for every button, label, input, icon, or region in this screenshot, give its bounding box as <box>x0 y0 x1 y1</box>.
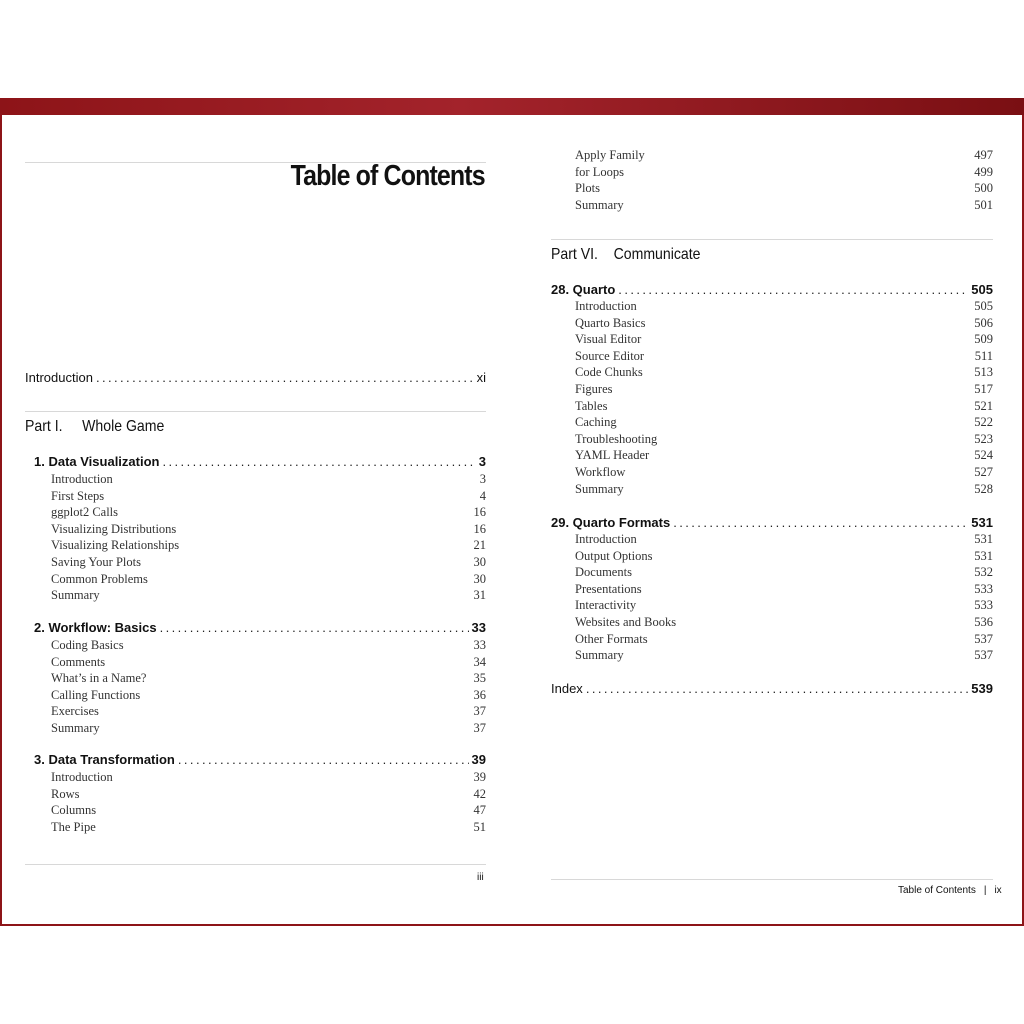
toc-section-label: Introduction <box>51 770 113 784</box>
toc-section-page: 16 <box>473 505 486 520</box>
toc-section-label: Columns <box>51 803 97 818</box>
part-name: Communicate <box>613 246 701 263</box>
toc-section-entry[interactable] <box>575 565 993 581</box>
part-heading <box>25 418 164 436</box>
toc-section-label: Quarto Basics <box>575 315 646 330</box>
toc-section-label: Figures <box>575 382 613 396</box>
toc-entry-page: 531 <box>971 515 993 530</box>
toc-entry-label: Introduction <box>25 370 93 385</box>
toc-section-label: Troubleshooting <box>575 431 658 446</box>
toc-entry-page: 39 <box>471 752 486 767</box>
toc-section-page: 35 <box>473 671 486 686</box>
running-footer <box>898 885 1002 896</box>
dot-leader <box>162 454 475 469</box>
toc-section-entry[interactable] <box>51 489 486 505</box>
toc-section-entry[interactable] <box>575 648 993 664</box>
toc-section-entry[interactable] <box>575 299 993 315</box>
toc-section-label: Introduction <box>575 532 637 546</box>
toc-section-label: Other Formats <box>575 631 648 646</box>
toc-entry-index[interactable] <box>551 681 993 697</box>
toc-entry-page: 539 <box>971 681 993 696</box>
toc-section-entry[interactable] <box>575 332 993 348</box>
toc-section-label: Summary <box>51 588 100 603</box>
toc-section-page: 42 <box>473 786 486 801</box>
toc-section-entry[interactable] <box>51 522 486 538</box>
toc-section-page: 531 <box>974 548 993 563</box>
toc-section-page: 528 <box>974 481 993 496</box>
toc-section-entry[interactable] <box>575 598 993 614</box>
toc-section-page: 537 <box>974 631 993 646</box>
toc-section-page: 30 <box>473 555 486 569</box>
toc-entry-label: 29. Quarto Formats <box>551 515 671 530</box>
toc-section-entry[interactable] <box>51 671 486 687</box>
toc-section-page: 499 <box>974 164 993 179</box>
toc-section-page: 31 <box>473 588 486 603</box>
toc-section-page: 501 <box>974 197 993 212</box>
toc-section-label: Summary <box>51 721 100 735</box>
toc-section-label: Workflow <box>575 465 626 479</box>
toc-chapter-entry[interactable] <box>34 620 486 636</box>
toc-section-entry[interactable] <box>575 615 993 631</box>
toc-section-entry[interactable] <box>51 704 486 720</box>
toc-section-page: 513 <box>974 365 993 380</box>
toc-section-label: The Pipe <box>51 819 96 834</box>
toc-section-entry[interactable] <box>575 181 993 197</box>
toc-section-page: 37 <box>473 721 486 735</box>
toc-section-entry[interactable] <box>51 721 486 737</box>
toc-section-entry[interactable] <box>575 165 993 181</box>
toc-section-page: 21 <box>473 538 486 553</box>
toc-section-label: Summary <box>575 648 624 663</box>
toc-section-label: Exercises <box>51 704 99 719</box>
toc-section-entry[interactable] <box>51 505 486 521</box>
toc-entry-page: xi <box>476 370 486 385</box>
toc-section-entry[interactable] <box>575 198 993 214</box>
toc-section-label: YAML Header <box>575 448 650 463</box>
toc-section-entry[interactable] <box>51 770 486 786</box>
toc-section-page: 532 <box>974 565 993 580</box>
toc-section-label: Websites and Books <box>575 615 677 629</box>
toc-section-entry[interactable] <box>575 316 993 332</box>
toc-section-label: Introduction <box>51 472 113 486</box>
divider <box>551 239 993 240</box>
toc-section-entry[interactable] <box>51 555 486 571</box>
toc-section-entry[interactable] <box>51 572 486 588</box>
running-head: Table of Contents <box>898 885 976 896</box>
toc-section-label: Introduction <box>575 299 637 313</box>
toc-section-entry[interactable] <box>51 472 486 488</box>
toc-section-label: Code Chunks <box>575 365 643 380</box>
toc-section-entry[interactable] <box>575 532 993 548</box>
toc-section-page: 33 <box>473 638 486 652</box>
toc-section-page: 500 <box>974 181 993 196</box>
toc-section-label: Presentations <box>575 581 642 596</box>
toc-section-entry[interactable] <box>51 803 486 819</box>
toc-section-entry[interactable] <box>575 549 993 565</box>
toc-section-label: First Steps <box>51 488 105 503</box>
toc-entry-label: 2. Workflow: Basics <box>34 620 157 635</box>
toc-section-entry[interactable] <box>575 465 993 481</box>
toc-section-label: Source Editor <box>575 348 645 363</box>
toc-section-page: 527 <box>974 465 993 479</box>
toc-section-label: Visual Editor <box>575 332 642 347</box>
toc-section-label: Documents <box>575 565 632 580</box>
toc-section-label: Saving Your Plots <box>51 555 141 569</box>
divider <box>25 411 486 412</box>
toc-section-page: 506 <box>974 315 993 330</box>
toc-section-entry[interactable] <box>51 787 486 803</box>
toc-section-page: 517 <box>974 382 993 396</box>
part-number: Part I. <box>25 418 63 435</box>
toc-section-entry[interactable] <box>575 582 993 598</box>
toc-section-page: 536 <box>974 615 993 629</box>
page-border-left <box>0 115 2 926</box>
divider <box>25 864 486 865</box>
dot-leader <box>160 620 469 635</box>
dot-leader <box>586 681 968 696</box>
toc-section-page: 51 <box>473 819 486 834</box>
toc-section-entry[interactable] <box>575 432 993 448</box>
toc-section-page: 36 <box>473 687 486 702</box>
toc-section-entry[interactable] <box>51 655 486 671</box>
toc-section-label: Apply Family <box>575 148 645 162</box>
toc-section-entry[interactable] <box>575 482 993 498</box>
page-title: Table of Contents <box>290 160 485 192</box>
toc-section-entry[interactable] <box>575 399 993 415</box>
toc-section-entry[interactable] <box>575 448 993 464</box>
toc-section-page: 522 <box>974 415 993 430</box>
red-header-band <box>0 98 1024 115</box>
toc-section-entry[interactable] <box>575 349 993 365</box>
toc-section-label: Common Problems <box>51 571 148 586</box>
toc-section-label: Comments <box>51 654 106 669</box>
toc-section-page: 30 <box>473 571 486 586</box>
part-heading <box>551 246 700 264</box>
page-number: ix <box>994 885 1002 896</box>
toc-chapter-entry[interactable] <box>34 752 486 768</box>
toc-section-label: Summary <box>575 481 624 496</box>
toc-section-label: What’s in a Name? <box>51 671 147 686</box>
toc-entry-label: 3. Data Transformation <box>34 752 175 767</box>
toc-entry-label: 28. Quarto <box>551 282 616 297</box>
page-border-bottom <box>0 924 1024 926</box>
part-number: Part VI. <box>551 246 598 263</box>
toc-section-page: 533 <box>974 598 993 613</box>
toc-section-label: Calling Functions <box>51 687 141 702</box>
toc-section-label: Output Options <box>575 548 653 563</box>
toc-section-page: 523 <box>974 431 993 446</box>
dot-leader <box>673 515 968 530</box>
toc-section-entry[interactable] <box>51 688 486 704</box>
toc-section-entry[interactable] <box>51 538 486 554</box>
part-name: Whole Game <box>82 418 165 435</box>
toc-section-page: 505 <box>974 299 993 313</box>
toc-section-entry[interactable] <box>575 148 993 164</box>
toc-section-page: 537 <box>974 648 993 663</box>
toc-section-entry[interactable] <box>575 382 993 398</box>
toc-section-entry[interactable] <box>51 588 486 604</box>
toc-chapter-entry[interactable] <box>551 282 993 298</box>
toc-section-label: Caching <box>575 415 617 430</box>
toc-section-page: 509 <box>974 332 993 347</box>
toc-section-page: 497 <box>974 148 993 162</box>
toc-section-label: ggplot2 Calls <box>51 505 119 520</box>
dot-leader <box>178 752 469 767</box>
toc-section-page: 37 <box>473 704 486 719</box>
toc-entry-page: 33 <box>471 620 486 635</box>
toc-entry-introduction[interactable] <box>25 370 486 386</box>
toc-section-entry[interactable] <box>51 820 486 836</box>
toc-section-entry[interactable] <box>575 365 993 381</box>
dot-leader <box>618 282 968 297</box>
divider <box>551 879 993 880</box>
toc-section-page: 511 <box>974 348 993 363</box>
toc-section-label: for Loops <box>575 164 624 179</box>
toc-section-label: Summary <box>575 197 624 212</box>
toc-section-label: Visualizing Relationships <box>51 538 180 553</box>
toc-section-page: 47 <box>473 803 486 818</box>
toc-chapter-entry[interactable] <box>551 515 993 531</box>
toc-section-page: 34 <box>473 654 486 669</box>
toc-section-entry[interactable] <box>575 632 993 648</box>
toc-chapter-entry[interactable] <box>34 454 486 470</box>
page-number: iii <box>477 872 484 883</box>
folio-separator: | <box>983 885 987 896</box>
toc-section-label: Tables <box>575 398 608 413</box>
toc-section-page: 39 <box>473 770 486 784</box>
toc-section-page: 521 <box>974 398 993 413</box>
toc-section-page: 533 <box>974 581 993 596</box>
dot-leader <box>96 370 474 385</box>
toc-entry-page: 505 <box>971 282 993 297</box>
toc-entry-page: 3 <box>478 454 486 469</box>
toc-section-label: Rows <box>51 786 80 801</box>
toc-section-page: 3 <box>479 472 486 486</box>
toc-section-entry[interactable] <box>51 638 486 654</box>
toc-section-page: 16 <box>473 521 486 536</box>
toc-entry-label: 1. Data Visualization <box>34 454 160 469</box>
toc-section-entry[interactable] <box>575 415 993 431</box>
toc-entry-label: Index <box>551 681 583 696</box>
toc-section-label: Interactivity <box>575 598 637 613</box>
toc-section-label: Plots <box>575 181 601 196</box>
toc-section-page: 531 <box>974 532 993 546</box>
toc-section-page: 4 <box>479 488 486 503</box>
toc-section-label: Coding Basics <box>51 638 124 652</box>
toc-section-page: 524 <box>974 448 993 463</box>
toc-section-label: Visualizing Distributions <box>51 521 177 536</box>
